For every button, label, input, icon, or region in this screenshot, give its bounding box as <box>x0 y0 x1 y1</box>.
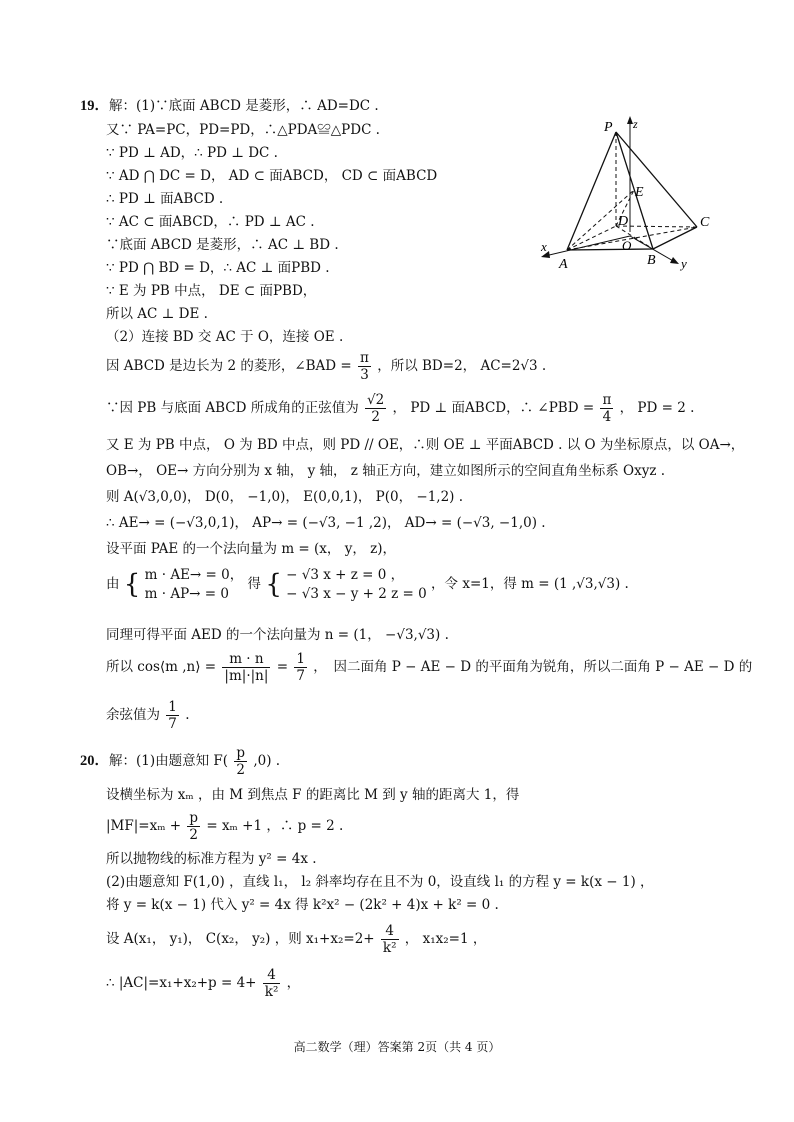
label-E: E <box>635 185 644 200</box>
q20-line-7: 设 A(x₁， y₁)， C(x₂， y₂) ，则 x₁+x₂=2+ $\frac{4}{\text{k²}}$ ， x₁x₂=1 ， <box>106 923 487 956</box>
fraction-sqrt2-2: $\frac{√2}{2}$ <box>367 392 385 425</box>
page-footer: 高二数学（理）答案第 2页（共 4 页） <box>293 1040 501 1054</box>
left-brace: { <box>265 569 282 600</box>
q19-line-22: 余弦值为 $\frac{1}{7}$ . <box>106 699 190 732</box>
edge-BC <box>653 227 697 249</box>
q19-line-12: 因 ABCD 是边长为 2 的菱形，∠BAD = $\frac{\pi}{3}$ ，所以 BD=2， AC=2√3 . <box>106 350 547 383</box>
q19-line-13: ∵因 PB 与底面 ABCD 所成角的正弦值为 $\frac{√2}{2}$ ， PD ⊥ 面ABCD，∴ ∠PBD = $\frac{\pi}{4}$ ， PD = 2 . <box>106 392 695 425</box>
q19-line-21: 所以 cos⟨m ,n⟩ = $\frac{m \cdot n}{|m|\cdot|n|}$ = $\frac{1}{7}$ ， 因二面角 P − AE − D 的平面角为锐角，所以二面角 P − AE − D 的 <box>106 651 753 684</box>
label-C: C <box>700 215 710 230</box>
q19-number: 19． <box>80 98 109 114</box>
q19-line-1 <box>80 97 379 115</box>
q19-line-3: ∵ PD ⊥ AD，∴ PD ⊥ DC . <box>106 145 278 161</box>
q20-line-6: 将 y = k(x − 1) 代入 y² = 4x 得 k²x² − (2k² + 4)x + k² = 0 . <box>106 897 499 913</box>
label-y: y <box>681 256 687 271</box>
fraction-p-2: $\frac{p}{2}$ <box>236 745 246 778</box>
fraction-1-7-answer: $\frac{1}{7}$ <box>168 699 177 732</box>
q19-line-19: 由 { m · AE→ = 0， m · AP→ = 0 得 { − √3 x + z = 0 ， − √3 x − y + 2 z = 0 ，令 x=1，得 m = (1 ,√3,√3) . <box>106 566 629 602</box>
q20-number: 20． <box>80 753 109 769</box>
fraction-pi-4: $\frac{\pi}{4}$ <box>602 392 612 425</box>
q19-line-11: （2）连接 BD 交 AC 于 O，连接 OE . <box>106 329 344 345</box>
q19-line-5: ∴ PD ⊥ 面ABCD . <box>106 191 224 207</box>
fraction-pi-3: $\frac{\pi}{3}$ <box>360 350 369 383</box>
q20-line-8: ∴ |AC|=x₁+x₂+p = 4+ $\frac{4}{\text{k²}}$ ， <box>106 967 301 1000</box>
q19-line-14: 又 E 为 PB 中点， O 为 BD 中点，则 PD // OE，∴则 OE ⊥ 平面ABCD . 以 O 为坐标原点，以 OA→， <box>106 437 745 453</box>
x-axis <box>545 236 630 256</box>
q20-line-3: |MF|=xₘ + $\frac{p}{2}$ = xₘ +1 ，∴ p = 2 . <box>106 810 344 843</box>
fraction-p-2-b: $\frac{p}{2}$ <box>189 810 199 843</box>
label-z: z <box>633 117 638 131</box>
label-x: x <box>541 239 547 254</box>
fraction-1-7: $\frac{1}{7}$ <box>296 651 305 684</box>
q19-line-16: 则 A(√3,0,0)， D(0， −1,0)， E(0,0,1)， P(0， −1,2) . <box>106 489 464 505</box>
y-axis-arrow <box>670 257 679 264</box>
q19-line-4: ∵ AD ⋂ DC = D， AD ⊂ 面ABCD， CD ⊂ 面ABCD <box>106 168 438 184</box>
q19-line-20: 同理可得平面 AED 的一个法向量为 n = (1， −√3,√3) . <box>106 627 449 643</box>
label-P: P <box>604 120 613 135</box>
q19-line-15: OB→， OE→ 方向分别为 x 轴， y 轴， z 轴正方向，建立如图所示的空间直角坐标系 Oxyz . <box>106 463 666 479</box>
q19-line-2: 又∵ PA=PC，PD=PD，∴△PDA≌△PDC . <box>106 122 380 138</box>
edge-PA <box>567 132 616 250</box>
pyramid-figure <box>535 110 725 280</box>
edge-DC <box>616 226 697 227</box>
fraction-4-k2-b: $\frac{4}{\text{k²}}$ <box>264 967 279 1000</box>
q19-line-7: ∵底面 ABCD 是菱形，∴ AC ⊥ BD . <box>106 237 339 253</box>
q20-line-2: 设横坐标为 xₘ ，由 M 到焦点 F 的距离比 M 到 y 轴的距离大 1，得 <box>106 787 520 803</box>
label-A: A <box>559 257 568 272</box>
equation-system-2: − √3 x + z = 0 ， − √3 x − y + 2 z = 0 <box>286 566 427 602</box>
q20-line-1: 20．解：(1)由题意知 F( $\frac{p}{2}$ ,0) . <box>80 745 281 778</box>
q19-line-8: ∵ PD ⋂ BD = D，∴ AC ⊥ 面PBD . <box>106 260 330 276</box>
left-brace: { <box>123 569 141 600</box>
label-O: O <box>622 238 632 253</box>
q19-line-18: 设平面 PAE 的一个法向量为 m = (x， y， z)， <box>106 541 396 557</box>
edge-PC <box>616 132 697 227</box>
q20-line-5: (2)由题意知 F(1,0) ，直线 l₁， l₂ 斜率均存在且不为 0，设直线 l₁ 的方程 y = k(x − 1) ， <box>106 874 654 890</box>
edge-AD <box>567 226 616 250</box>
fraction-cos: $\frac{m \cdot n}{|m|\cdot|n|}$ <box>224 651 269 684</box>
q19-line-10: 所以 AC ⊥ DE . <box>106 306 208 322</box>
q19-line-17: ∴ AE→ = (−√3,0,1)， AP→ = (−√3, −1 ,2)， AD→ = (−√3, −1,0) . <box>106 515 546 531</box>
q19-line-6: ∵ AC ⊂ 面ABCD，∴ PD ⊥ AC . <box>106 214 315 230</box>
label-B: B <box>647 253 656 268</box>
q19-text-1: 解：(1)∵底面 ABCD 是菱形，∴ AD=DC . <box>109 98 379 114</box>
equation-system-1: m · AE→ = 0， m · AP→ = 0 <box>144 566 244 602</box>
q20-line-4: 所以抛物线的标准方程为 y² = 4x . <box>106 851 317 867</box>
label-D: D <box>618 214 629 229</box>
fraction-4-k2: $\frac{4}{\text{k²}}$ <box>382 923 397 956</box>
q19-line-9: ∵ E 为 PB 中点， DE ⊂ 面PBD， <box>106 283 317 299</box>
edge-AB <box>567 249 653 250</box>
